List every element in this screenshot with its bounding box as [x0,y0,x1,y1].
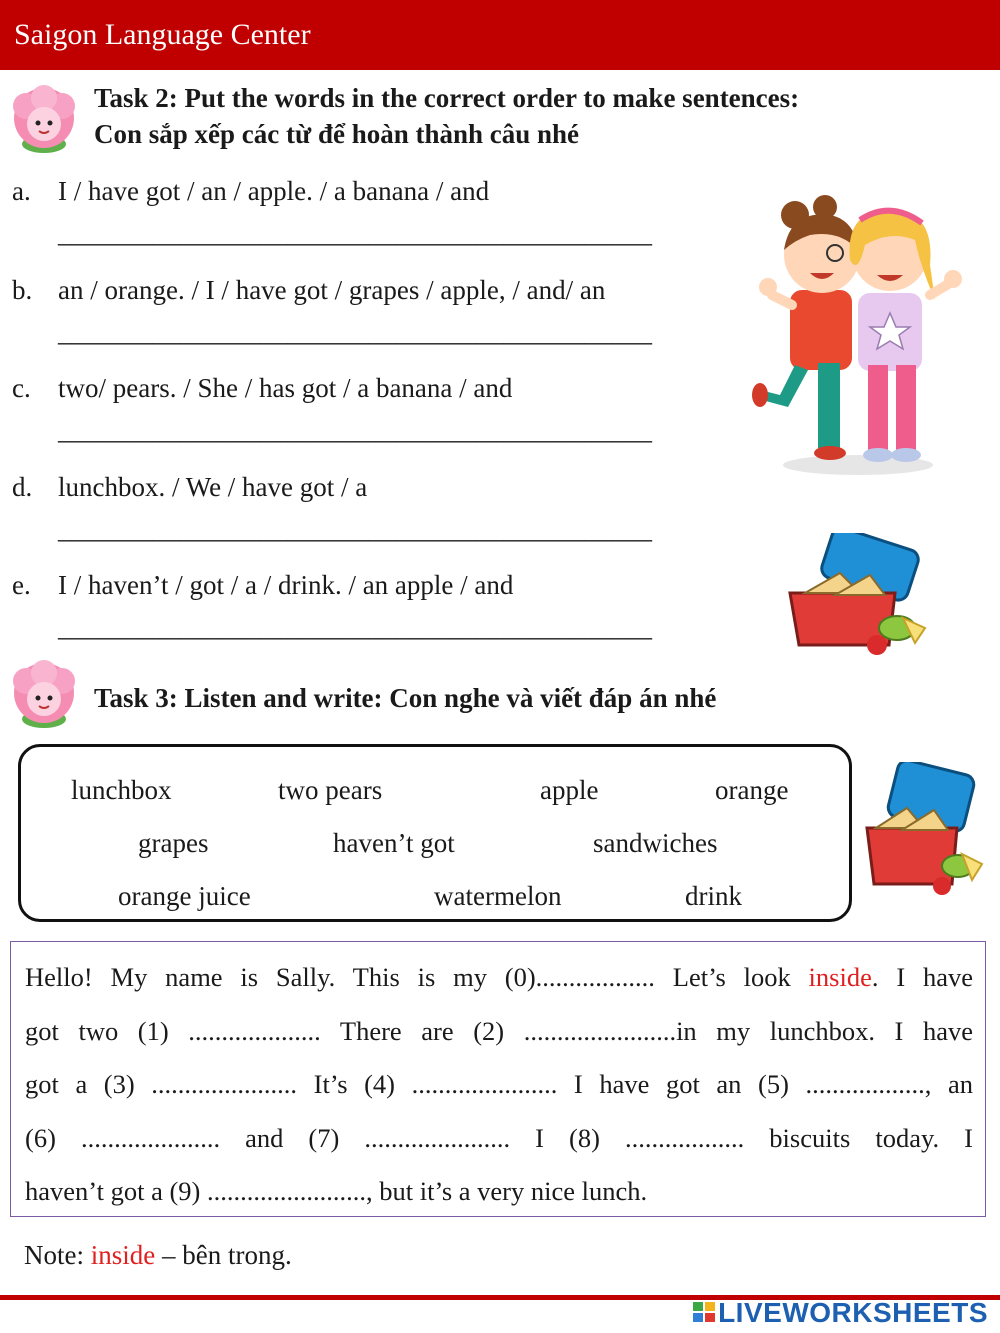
word-bank-item: apple [540,775,599,805]
word-bank-item: orange juice [118,881,251,911]
task2-item-d [12,472,367,503]
listening-passage [10,941,986,1217]
item-text: lunchbox. / We / have got / a [58,472,368,502]
flower-mascot-icon [4,655,84,735]
answer-blank-b[interactable]: ____________________________________________ [58,317,652,347]
answer-blank-c[interactable]: ____________________________________________ [58,415,652,445]
word-bank-item: lunchbox [71,775,172,805]
item-letter: e. [12,570,31,600]
word-bank-item: sandwiches [593,828,718,858]
task2-item-e [12,570,513,601]
flower-mascot-icon [4,80,84,160]
note-label: Note: [24,1240,91,1270]
lunchbox-illustration [862,762,987,902]
item-letter: b. [12,275,33,305]
item-letter: d. [12,472,33,502]
task2-title-vi: Con sắp xếp các từ để hoàn thành câu nhé [94,119,580,149]
passage-line-4: (6) ..................... and (7) ...................... I (8) .................. biscuits today. I [25,1123,973,1153]
item-text: I / haven’t / got / a / drink. / an apple / and [58,570,514,600]
lunchbox-illustration [785,533,930,663]
task3-title: Task 3: Listen and write: Con nghe và viết đáp án nhé [94,683,717,713]
liveworksheets-brand[interactable]: LIVEWORKSHEETS [718,1297,988,1328]
highlight-word: inside [808,962,872,992]
task2-item-a [12,176,489,207]
answer-blank-d[interactable]: ____________________________________________ [58,514,652,544]
word-bank-item: haven’t got [333,828,455,858]
header-title: Saigon Language Center [14,18,311,51]
note-word: inside [90,1240,156,1270]
word-bank-item: orange [715,775,789,805]
task2-item-b [12,275,605,306]
item-text: an / orange. / I / have got / grapes / apple, / and/ an [58,275,606,305]
word-bank-item: grapes [138,828,209,858]
two-girls-illustration [750,195,965,480]
passage-text: Hello! My name is Sally. This is my (0).................. Let’s look [25,962,809,992]
word-bank-item: two pears [278,775,383,805]
answer-blank-e[interactable]: ____________________________________________ [58,612,652,642]
passage-line-3: got a (3) ...................... It’s (4) ...................... I have got an (5) .................., an [25,1069,973,1099]
passage-line-5: haven’t got a (9) ........................, but it’s a very nice lunch. [25,1176,648,1206]
task2-item-c [12,373,512,404]
word-bank-item: watermelon [434,881,562,911]
item-letter: a. [12,176,31,206]
task2-title-en: Task 2: Put the words in the correct order to make sentences: [94,83,800,113]
liveworksheets-logo-icon [692,1300,716,1324]
passage-text: . I have [871,962,973,992]
passage-line-2: got two (1) .................... There are (2) .......................in my lunchbox. I have [25,1016,973,1046]
item-text: two/ pears. / She / has got / a banana / and [58,373,513,403]
item-text: I / have got / an / apple. / a banana / and [58,176,490,206]
vocab-note [24,1240,292,1271]
header-bar [0,0,1000,70]
word-bank-item: drink [685,881,742,911]
item-letter: c. [12,373,31,403]
passage-line-1 [25,962,973,993]
note-meaning: – bên trong. [155,1240,292,1270]
word-bank [18,744,852,922]
answer-blank-a[interactable]: ____________________________________________ [58,218,652,248]
